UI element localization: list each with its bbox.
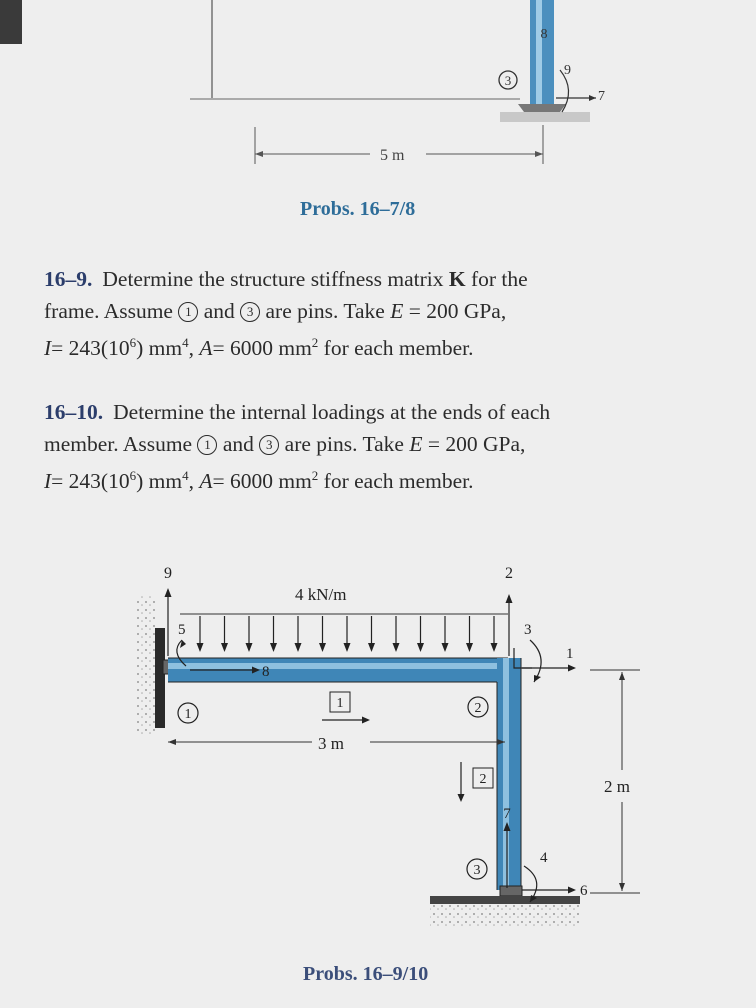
load-label: 4 kN/m [295,585,347,604]
load-arrow-head [197,643,204,652]
caption-probs-16-9-10: Probs. 16–9/10 [303,963,429,985]
ground-hatch [430,904,580,926]
dimension-2m-label: 2 m [604,777,630,796]
dof-label-9: 9 [164,565,172,582]
load-arrow-head [466,643,473,652]
dof-label-5: 5 [178,622,186,638]
bottom-pin [500,886,522,896]
member-2-label: 2 [479,772,487,787]
left-wall-plate [155,628,165,728]
circled-1: 1 [178,302,198,322]
caption-probs-16-7-8: Probs. 16–7/8 [300,198,416,220]
dof-label-8: 8 [540,27,548,42]
circled-1: 1 [197,435,217,455]
load-arrow-head [344,643,351,652]
load-arrow-head [491,643,498,652]
problem-16-9-line-2: frame. Assume 1 and 3 are pins. Take E = 200 GPa, [44,299,507,323]
dof-label-4: 4 [540,850,548,866]
distributed-load-arrows [197,616,498,652]
problem-16-9-line-1: 16–9. Determine the structure stiffness matrix K for the [44,267,528,291]
problem-16-9-line-3: $I= 243(10^6)$ $mm^4$, A= 6000 $mm^2$ for each member. [44,335,474,361]
load-arrow-head [295,643,302,652]
left-wall-hatch [135,595,157,735]
node-1-label: 1 [184,707,192,722]
node-3-label: 3 [473,863,481,878]
dof-label-7: 7 [503,806,511,822]
problem-16-10-line-1: 16–10. Determine the internal loadings at the ends of each [44,400,551,424]
load-arrow-head [442,643,449,652]
dimension-3m-label: 3 m [318,734,344,753]
symbol-K: K [448,267,466,291]
load-arrow-head [393,643,400,652]
dof-label-7: 7 [598,89,605,104]
problem-16-10-line-3: $I= 243(10^6)$ $mm^4$, A= 6000 $mm^2$ for each member. [44,468,474,494]
problem-16-10-line-2: member. Assume 1 and 3 are pins. Take E = 200 GPa, [44,432,526,456]
load-arrow-head [319,643,326,652]
problem-number: 16–9. [44,267,93,291]
dof-label-1: 1 [566,646,574,662]
node-3-label: 3 [504,73,512,88]
member-1-label: 1 [336,696,344,711]
circled-3: 3 [259,435,279,455]
node-2-label: 2 [474,701,482,716]
dof-label-3: 3 [524,622,532,638]
load-arrow-head [417,643,424,652]
problem-number: 16–10. [44,400,104,424]
ground-plate [430,896,580,904]
dimension-5m: 5 m [380,147,405,164]
dof-label-6: 6 [580,883,588,899]
load-arrow-head [270,643,277,652]
dof-label-2: 2 [505,565,513,582]
load-arrow-head [221,643,228,652]
load-arrow-head [246,643,253,652]
circled-3: 3 [240,302,260,322]
dof-label-8: 8 [262,664,270,680]
load-arrow-head [368,643,375,652]
dof-label-9: 9 [564,63,571,78]
